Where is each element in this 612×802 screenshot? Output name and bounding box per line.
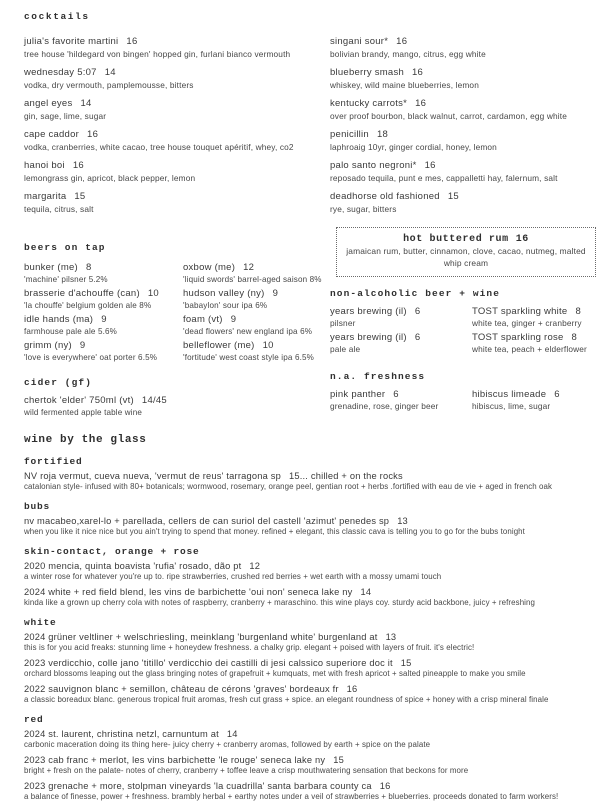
item-price: 14 <box>360 587 372 597</box>
item-name: singani sour* <box>330 36 389 47</box>
item-price: 18 <box>376 129 389 140</box>
item-name-line <box>330 128 596 141</box>
item-desc: 'babaylon' sour ipa 6% <box>183 301 268 310</box>
item-name: NV roja vermut, cueva nueva, 'vermut de reus' tarragona sp <box>24 471 281 481</box>
na-column <box>330 221 596 421</box>
item-price: 13 <box>385 632 397 642</box>
wine-subsection-title: red <box>24 714 44 725</box>
item-name: cape caddor <box>24 129 80 140</box>
item-desc: bolivian brandy, mango, citrus, egg white <box>330 49 486 59</box>
wine-item <box>24 631 596 653</box>
item-name: hanoi boi <box>24 160 65 171</box>
item-name-line <box>183 340 330 352</box>
cocktail-item <box>24 190 330 215</box>
na-beer-wine-title: non-alcoholic beer + wine <box>330 288 501 299</box>
cocktail-item <box>330 35 596 60</box>
wine-list-red <box>24 728 596 802</box>
item-name: blueberry smash <box>330 67 404 78</box>
item-desc: rye, sugar, bitters <box>330 204 397 214</box>
item-price: 6 <box>414 332 421 343</box>
rum-name: hot buttered rum <box>403 234 509 245</box>
cocktail-item <box>24 66 330 91</box>
item-price: 16 <box>72 160 84 171</box>
item-desc: vodka, dry vermouth, pamplemousse, bitters <box>24 80 194 90</box>
wine-item <box>24 728 596 750</box>
item-name-line <box>330 66 596 79</box>
item-desc: lemongrass gin, apricot, black pepper, lemon <box>24 173 196 183</box>
item-name: grimm (ny) <box>24 340 72 351</box>
wine-item <box>24 754 596 776</box>
item-name: hudson valley (ny) <box>183 288 265 299</box>
cocktail-item <box>330 128 596 153</box>
cider-item <box>24 395 330 418</box>
beer-item <box>183 288 330 311</box>
item-desc: reposado tequila, punt e mes, cappalletti hay, falernum, salt <box>330 173 558 183</box>
item-desc: pale ale <box>330 344 361 354</box>
freshness-item <box>472 389 596 412</box>
item-name: 2023 grenache + more, stolpman vineyards 'la cuadrilla' santa barbara county ca <box>24 781 372 791</box>
cocktail-item <box>330 159 596 184</box>
na-right-list <box>472 306 596 358</box>
cocktail-item <box>330 66 596 91</box>
item-name: angel eyes <box>24 98 73 109</box>
wine-subsection-title: bubs <box>24 501 51 512</box>
item-name-line <box>24 395 330 407</box>
wine-subsection-fortified <box>24 455 596 492</box>
item-name: penicillin <box>330 129 369 140</box>
item-name-line <box>24 470 596 482</box>
item-name: brasserie d'achouffe (can) <box>24 288 140 299</box>
item-desc: 'fortitude' west coast style ipa 6.5% <box>183 353 315 362</box>
item-name-line <box>330 306 472 318</box>
item-name-line <box>24 190 330 203</box>
item-name: julia's favorite martini <box>24 36 119 47</box>
item-name: nv macabeo,xarel-lo + parellada, cellers de can suriol del castell 'azimut' penedes sp <box>24 516 390 526</box>
freshness-right-list <box>472 389 596 415</box>
item-name-line <box>24 560 596 572</box>
item-desc: catalonian style- infused with 80+ botanicals; wormwood, rosemary, orange peel, gentian root + herbs .fortified with eau de vie + aged in french oak <box>24 482 553 491</box>
cocktail-item <box>24 97 330 122</box>
hot-buttered-rum-box <box>336 227 596 277</box>
item-name-line <box>330 332 472 344</box>
item-name: oxbow (me) <box>183 262 236 273</box>
item-name-line <box>24 288 183 300</box>
item-desc: grenadine, rose, ginger beer <box>330 401 439 411</box>
beer-item <box>24 288 183 311</box>
wine-list-white <box>24 631 596 705</box>
item-desc: a balance of finesse, power + freshness. brambly herbal + earthy notes under a veil of strawberries + blueberries. proceeds donated to farm workers! <box>24 792 559 801</box>
middle-section <box>24 221 596 421</box>
item-name: chertok 'elder' 750ml (vt) <box>24 395 134 406</box>
wine-item <box>24 657 596 679</box>
item-name: bunker (me) <box>24 262 78 273</box>
item-name: years brewing (il) <box>330 306 407 317</box>
item-price: 14 <box>226 729 238 739</box>
item-name: 2023 cab franc + merlot, les vins barbichette 'le rouge' seneca lake ny <box>24 755 326 765</box>
wine-item <box>24 683 596 705</box>
item-name-line <box>24 754 596 766</box>
item-desc: bright + fresh on the palate- notes of cherry, cranberry + toffee leave a crisp mouthwatering sensation that beckons for more <box>24 766 469 775</box>
item-price: 8 <box>85 262 92 273</box>
beer-item <box>183 314 330 337</box>
item-name-line <box>24 66 330 79</box>
item-name-line <box>330 389 472 401</box>
item-price: 8 <box>571 332 578 343</box>
item-name-line <box>24 340 183 352</box>
item-desc: orchard blossoms leaping out the glass bringing notes of grapefruit + kumquats, met with fresh apricot + salted pineapple to make you smile <box>24 669 526 678</box>
item-price: 12 <box>243 262 255 273</box>
item-name: deadhorse old fashioned <box>330 191 440 202</box>
wine-item <box>24 586 596 608</box>
beers-right-list <box>183 262 330 366</box>
item-name-line <box>330 159 596 172</box>
item-price: 8 <box>575 306 582 317</box>
item-desc: 'liquid swords' barrel-aged saison 8% <box>183 275 322 284</box>
item-desc: whiskey, wild maine blueberries, lemon <box>330 80 479 90</box>
item-name: idle hands (ma) <box>24 314 94 325</box>
item-desc: white tea, ginger + cranberry <box>472 318 582 328</box>
item-price: 14 <box>80 98 92 109</box>
item-desc: 'dead flowers' new england ipa 6% <box>183 327 313 336</box>
item-desc: vodka, cranberries, white cacao, tree house touquet apéritif, whey, co2 <box>24 142 294 152</box>
item-name: palo santo negroni* <box>330 160 417 171</box>
item-name: TOST sparkling rose <box>472 332 564 343</box>
item-price: 16 <box>415 98 427 109</box>
item-price: 14 <box>104 67 116 78</box>
item-name: hibiscus limeade <box>472 389 547 400</box>
item-desc: tree house 'hildegard von bingen' hopped gin, furlani bianco vermouth <box>24 49 291 59</box>
item-price: 6 <box>554 389 560 400</box>
cocktails-left-list <box>24 35 330 215</box>
item-price: 16 <box>87 129 99 140</box>
item-desc: 'love is everywhere' oat porter 6.5% <box>24 353 158 362</box>
item-name: pink panther <box>330 389 386 400</box>
wine-subsection-red <box>24 713 596 802</box>
wine-item <box>24 560 596 582</box>
item-price: 9 <box>101 314 107 325</box>
beer-item <box>24 340 183 363</box>
item-desc: a classic boreadux blanc. generous tropical fruit aromas, fresh cut grass + spice. an elegant roundness of spice + honey with a crisp mineral finale <box>24 695 549 704</box>
item-name-line <box>24 683 596 695</box>
cocktail-item <box>330 190 596 215</box>
rum-desc: jamaican rum, butter, cinnamon, clove, cacao, nutmeg, malted whip cream <box>346 246 586 268</box>
item-desc: laphroaig 10yr, ginger cordial, honey, lemon <box>330 142 497 152</box>
item-name-line <box>24 314 183 326</box>
beers-grid <box>24 262 330 366</box>
cocktail-item <box>330 97 596 122</box>
cocktails-section <box>24 10 596 221</box>
item-desc: when you like it nice nice but you ain't trying to spend that money. refined + elegant, this classic cava is telling you to go for the bubs tonight <box>24 527 525 536</box>
cocktails-right-column <box>330 35 596 221</box>
wine-item <box>24 470 596 492</box>
beer-item <box>24 262 183 285</box>
item-name: kentucky carrots* <box>330 98 408 109</box>
wine-item <box>24 515 596 537</box>
item-price: 9 <box>272 288 279 299</box>
item-name-line <box>24 780 596 792</box>
item-desc: over proof bourbon, black walnut, carrot, cardamon, egg white <box>330 111 567 121</box>
item-name: years brewing (il) <box>330 332 407 343</box>
wine-subsection-title: skin-contact, orange + rose <box>24 546 200 557</box>
item-desc: white tea, peach + elderflower <box>472 344 587 354</box>
item-desc: hibiscus, lime, sugar <box>472 401 551 411</box>
beer-item <box>183 340 330 363</box>
wine-subsection-title: white <box>24 617 57 628</box>
wine-subsection-title: fortified <box>24 456 83 467</box>
item-desc: pilsner <box>330 318 356 328</box>
item-price: 16 <box>346 684 358 694</box>
wine-list-bubs <box>24 515 596 537</box>
item-desc: 'la chouffe' belgium golden ale 8% <box>24 301 152 310</box>
item-price: 13 <box>397 516 408 526</box>
item-price: 16 <box>424 160 436 171</box>
cocktail-item <box>24 35 330 60</box>
beer-item <box>183 262 330 285</box>
item-name-line <box>24 97 330 110</box>
cocktails-title: cocktails <box>24 11 90 22</box>
item-price: 16 <box>379 781 391 791</box>
item-name: wednesday 5:07 <box>24 67 97 78</box>
item-desc: tequila, citrus, salt <box>24 204 94 214</box>
item-name-line <box>330 35 596 48</box>
item-name-line <box>183 314 330 326</box>
item-price: 9 <box>79 340 86 351</box>
item-name-line <box>330 97 596 110</box>
na-item <box>472 332 596 355</box>
item-price: 15 <box>447 191 459 202</box>
wine-subsection-bubs <box>24 500 596 537</box>
item-name: 2024 white + red field blend, les vins de barbichette 'oui non' seneca lake ny <box>24 587 353 597</box>
cocktails-right-list <box>330 35 596 215</box>
freshness-item <box>330 389 472 412</box>
item-name: foam (vt) <box>183 314 223 325</box>
item-name-line <box>24 159 330 172</box>
item-name-line <box>24 631 596 643</box>
item-price: 12 <box>249 561 261 571</box>
item-name: 2020 mencia, quinta boavista 'rufia' rosado, dão pt <box>24 561 242 571</box>
item-name-line <box>183 262 330 274</box>
item-desc: wild fermented apple table wine <box>24 408 143 417</box>
item-price: 15 <box>74 191 86 202</box>
cocktails-left-column <box>24 10 330 221</box>
item-name-line <box>24 262 183 274</box>
na-left-list <box>330 306 472 358</box>
item-name: 2024 grüner veltliner + welschriesling, meinklang 'burgenland white' burgenland at <box>24 632 378 642</box>
rum-price: 16 <box>515 234 529 245</box>
na-freshness-grid <box>330 389 596 415</box>
rum-title-line <box>343 233 589 246</box>
item-name-line <box>24 128 330 141</box>
item-price: 16 <box>411 67 424 78</box>
na-beer-wine-grid <box>330 306 596 358</box>
wine-title: wine by the glass <box>24 434 147 446</box>
item-price: 15 <box>400 658 412 668</box>
item-name-line <box>24 35 330 48</box>
item-name-line <box>24 728 596 740</box>
item-desc: farmhouse pale ale 5.6% <box>24 327 117 336</box>
na-item <box>472 306 596 329</box>
item-price: 16 <box>126 36 138 47</box>
wine-section <box>24 433 596 802</box>
item-desc: carbonic maceration doing its thing here- juicy cherry + cranberry aromas, followed by earth + spice on the palate <box>24 740 431 749</box>
item-name-line <box>24 657 596 669</box>
item-name-line <box>183 288 330 300</box>
item-name: margarita <box>24 191 67 202</box>
wine-subsection-white <box>24 616 596 705</box>
item-price: 10 <box>147 288 159 299</box>
item-name: belleflower (me) <box>183 340 255 351</box>
item-name-line <box>472 389 596 401</box>
freshness-left-list <box>330 389 472 415</box>
cocktail-item <box>24 159 330 184</box>
item-desc: gin, sage, lime, sugar <box>24 111 107 121</box>
item-name-line <box>472 332 596 344</box>
item-price: 16 <box>396 36 408 47</box>
item-price: 15 <box>333 755 344 765</box>
wine-item <box>24 780 596 802</box>
beers-cider-column <box>24 221 330 421</box>
item-name-line <box>24 586 596 598</box>
item-name: 2024 st. laurent, christina netzl, carnuntum at <box>24 729 219 739</box>
item-desc: 'machine' pilsner 5.2% <box>24 275 108 284</box>
cocktail-item <box>24 128 330 153</box>
item-name: 2023 verdicchio, colle jano 'titillo' verdicchio dei castilli di jesi calssico superiore doc it <box>24 658 393 668</box>
item-name-line <box>24 515 596 527</box>
item-name: 2022 sauvignon blanc + semillon, château de cérons 'graves' bordeaux fr <box>24 684 339 694</box>
beer-item <box>24 314 183 337</box>
cider-list <box>24 395 330 418</box>
item-name: TOST sparkling white <box>472 306 568 317</box>
item-price: 10 <box>262 340 274 351</box>
item-desc: this is for you acid freaks: stunning lime + honeydew freshness. a chalky grip. elegant + poised with layers of fruit. it's electric! <box>24 643 475 652</box>
beers-left-list <box>24 262 183 366</box>
item-price: 15... chilled + on the rocks <box>289 471 403 481</box>
item-desc: a winter rose for whatever you're up to. ripe strawberries, crushed red berries + wet earth with a mossy umami touch <box>24 572 442 581</box>
wine-list-fortified <box>24 470 596 492</box>
item-price: 6 <box>414 306 421 317</box>
wine-list-skin-contact <box>24 560 596 608</box>
wine-subsection-skin-contact <box>24 545 596 608</box>
na-item <box>330 306 472 329</box>
na-freshness-title: n.a. freshness <box>330 371 426 382</box>
item-price: 14/45 <box>141 395 167 406</box>
item-name-line <box>330 190 596 203</box>
na-item <box>330 332 472 355</box>
item-price: 9 <box>230 314 237 325</box>
item-price: 6 <box>393 389 399 400</box>
item-desc: kinda like a grown up cherry cola with notes of raspberry, cranberry + maraschino. this wine plays coy. sturdy acid backbone, juicy + refreshing <box>24 598 536 607</box>
beers-title: beers on tap <box>24 242 106 253</box>
cider-title: cider (gf) <box>24 377 93 388</box>
item-name-line <box>472 306 596 318</box>
